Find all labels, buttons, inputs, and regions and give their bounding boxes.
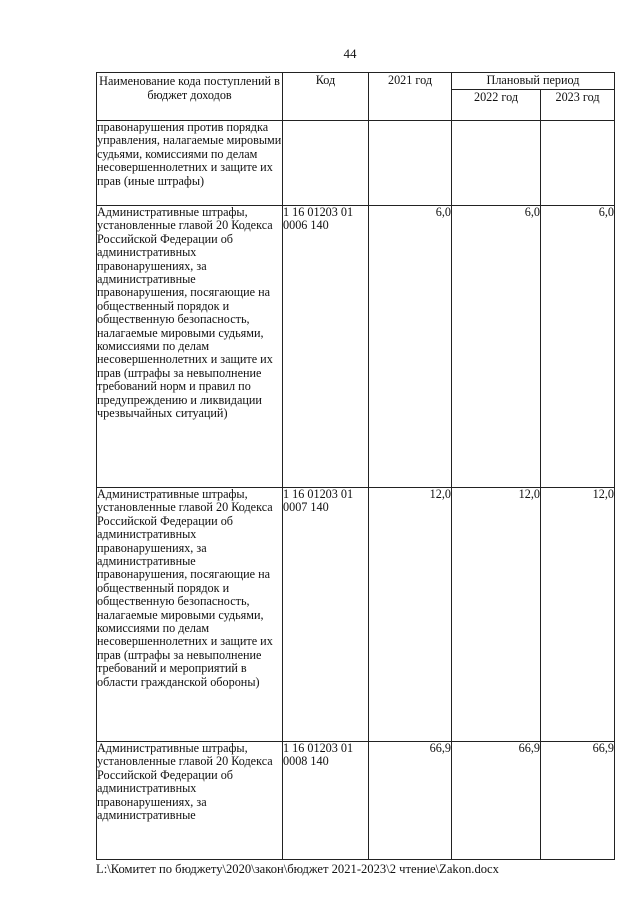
- row-value-2021: [369, 121, 452, 206]
- row-value-2023: 66,9: [541, 742, 615, 860]
- page-number: 44: [343, 46, 357, 61]
- revenue-table: [96, 72, 615, 860]
- row-code: 1 16 01203 01 0006 140: [283, 206, 369, 488]
- header-planned-period: [452, 73, 615, 90]
- header-code: [283, 73, 369, 121]
- row-value-2021: 12,0: [369, 488, 452, 742]
- header-code-text: Код: [315, 73, 336, 87]
- row-value-2022: [452, 121, 541, 206]
- footer-file-path: L:\Комитет по бюджету\2020\закон\бюджет 2021-2023\2 чтение\Zakon.docx: [96, 862, 499, 876]
- row-value-2023: 12,0: [541, 488, 615, 742]
- table-row: [97, 206, 615, 488]
- row-value-2021: 66,9: [369, 742, 452, 860]
- header-planned-period-text: Плановый период: [486, 73, 580, 87]
- header-row: [97, 73, 615, 90]
- row-value-2022: 66,9: [452, 742, 541, 860]
- header-2022-text: 2022 год: [473, 90, 519, 104]
- header-2022: [452, 90, 541, 121]
- header-2021: [369, 73, 452, 121]
- row-value-2023: 6,0: [541, 206, 615, 488]
- row-name: Административные штрафы, установленные главой 20 Кодекса Российской Федерации об административных правонарушениях, за административные: [97, 742, 283, 860]
- row-code: 1 16 01203 01 0008 140: [283, 742, 369, 860]
- row-code: 1 16 01203 01 0007 140: [283, 488, 369, 742]
- table-row: [97, 121, 615, 206]
- header-2021-text: 2021 год: [387, 73, 433, 87]
- row-name: Административные штрафы, установленные главой 20 Кодекса Российской Федерации об административных правонарушениях, за административные правонарушения, посягающие на общественный порядок и общественную безопасность, налагаемые мировыми судьями, комиссиями по делам несовершеннолетних и защите их прав (штрафы за невыполнение требований и мероприятий в области гражданской обороны): [97, 488, 283, 742]
- row-code: [283, 121, 369, 206]
- header-name-text: Наименование кода поступлений в бюджет доходов: [99, 74, 280, 102]
- row-name: правонарушения против порядка управления, налагаемые мировыми судьями, комиссиями по делам несовершеннолетних и защите их прав (иные штрафы): [97, 121, 283, 206]
- row-value-2021: 6,0: [369, 206, 452, 488]
- header-2023-text: 2023 год: [555, 90, 600, 104]
- table-row: [97, 488, 615, 742]
- row-value-2023: [541, 121, 615, 206]
- header-name: [97, 73, 283, 121]
- row-value-2022: 6,0: [452, 206, 541, 488]
- row-value-2022: 12,0: [452, 488, 541, 742]
- header-2023: [541, 90, 615, 121]
- table-row: [97, 742, 615, 860]
- row-name: Административные штрафы, установленные главой 20 Кодекса Российской Федерации об административных правонарушениях, за административные правонарушения, посягающие на общественный порядок и общественную безопасность, налагаемые мировыми судьями, комиссиями по делам несовершеннолетних и защите их прав (штрафы за невыполнение требований норм и правил по предупреждению и ликвидации чрезвычайных ситуаций): [97, 206, 283, 488]
